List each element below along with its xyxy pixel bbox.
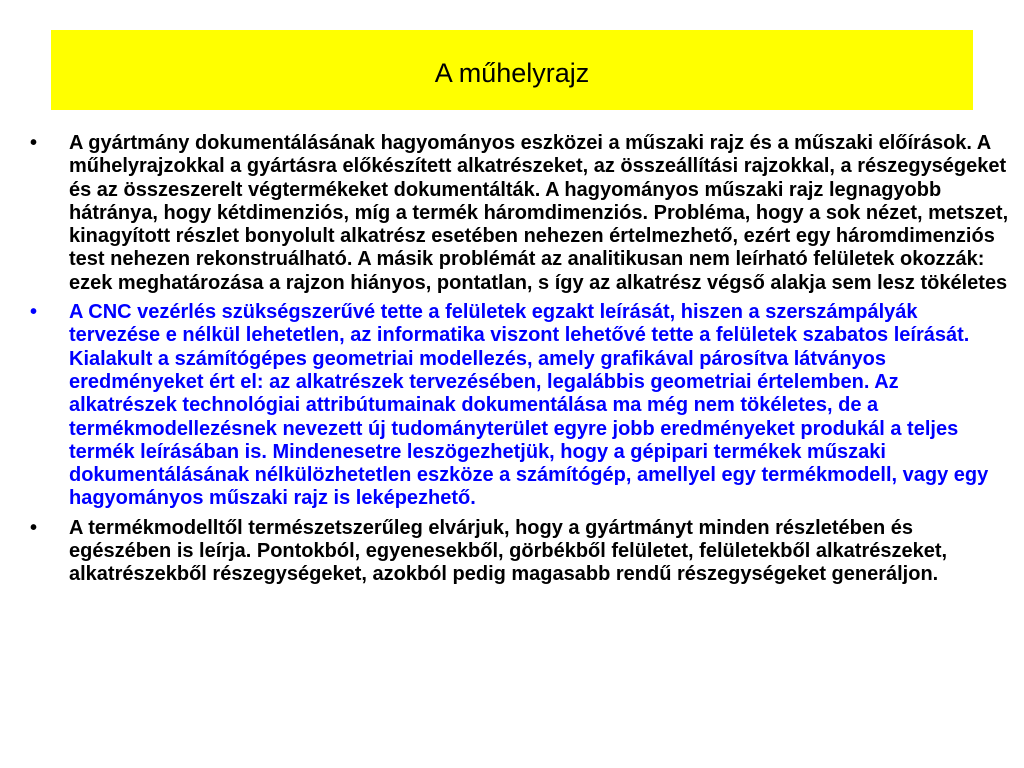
bullet-text: A termékmodelltől természetszerűleg elvárjuk, hogy a gyártmányt minden részletében és egészében is leírja. Pontokból, egyenesekből, görbékből felületet, felületekből alkatrészeket, alkatrészekből részegységeket, azokból pedig magasabb rendű részegységeket generáljon. [69,516,948,586]
bullet-item-2 [28,301,1012,511]
title-banner [51,30,973,110]
bullet-item-1 [28,132,1012,295]
bullet-dot-icon: • [30,516,38,539]
bullet-dot-icon: • [30,132,38,154]
slide-title: A műhelyrajz [434,57,590,88]
bullet-dot-icon: • [30,301,38,324]
bullet-text: A gyártmány dokumentálásának hagyományos eszközei a műszaki rajz és a műszaki előírások. A műhelyrajzokkal a gyártásra előkészített alkatrészeket, az összeállítási rajzokkal, a részegységeket és az összeszerelt végtermékeket dokumentálták. A hagyományos műszaki rajz legnagyobb hátránya, hogy kétdimenziós, míg a termék háromdimenziós. Probléma, hogy a sok nézet, metszet, kinagyított részlet bonyolult alkatrész esetében nehezen értelmezhető, ezért egy háromdimenziós test nehezen rekonstruálható. A másik problémát az analitikusan nem leírható felületek okozzák: ezek meghatározása a rajzon hiányos, pontatlan, s így az alkatrész végső alakja sem lesz tökéletes [69,132,1009,294]
bullet-item-3 [28,517,1012,587]
bullet-text: A CNC vezérlés szükségszerűvé tette a felületek egzakt leírását, hiszen a szerszámpályák tervezése e nélkül lehetetlen, az informatika viszont lehetővé tette a felületek szabatos leírását. Kialakult a számítógépes geometriai modellezés, amely grafikával párosítva látványos eredményeket ért el: az alkatrészek tervezésében, legalábbis geometriai értelemben. Az alkatrészek technológiai attribútumainak dokumentálása ma még nem tökéletes, de a termékmodellezésnek nevezett új tudományterület egyre jobb eredményeket produkál a teljes termék leírásában is. Mindenesetre leszögezhetjük, hogy a gépipari termékek műszaki dokumentálásának nélkülözhetetlen eszköze a számítógép, amellyel egy termékmodell, vagy egy hagyományos műszaki rajz is leképezhető. [69,301,989,510]
bullet-list [28,132,1012,593]
